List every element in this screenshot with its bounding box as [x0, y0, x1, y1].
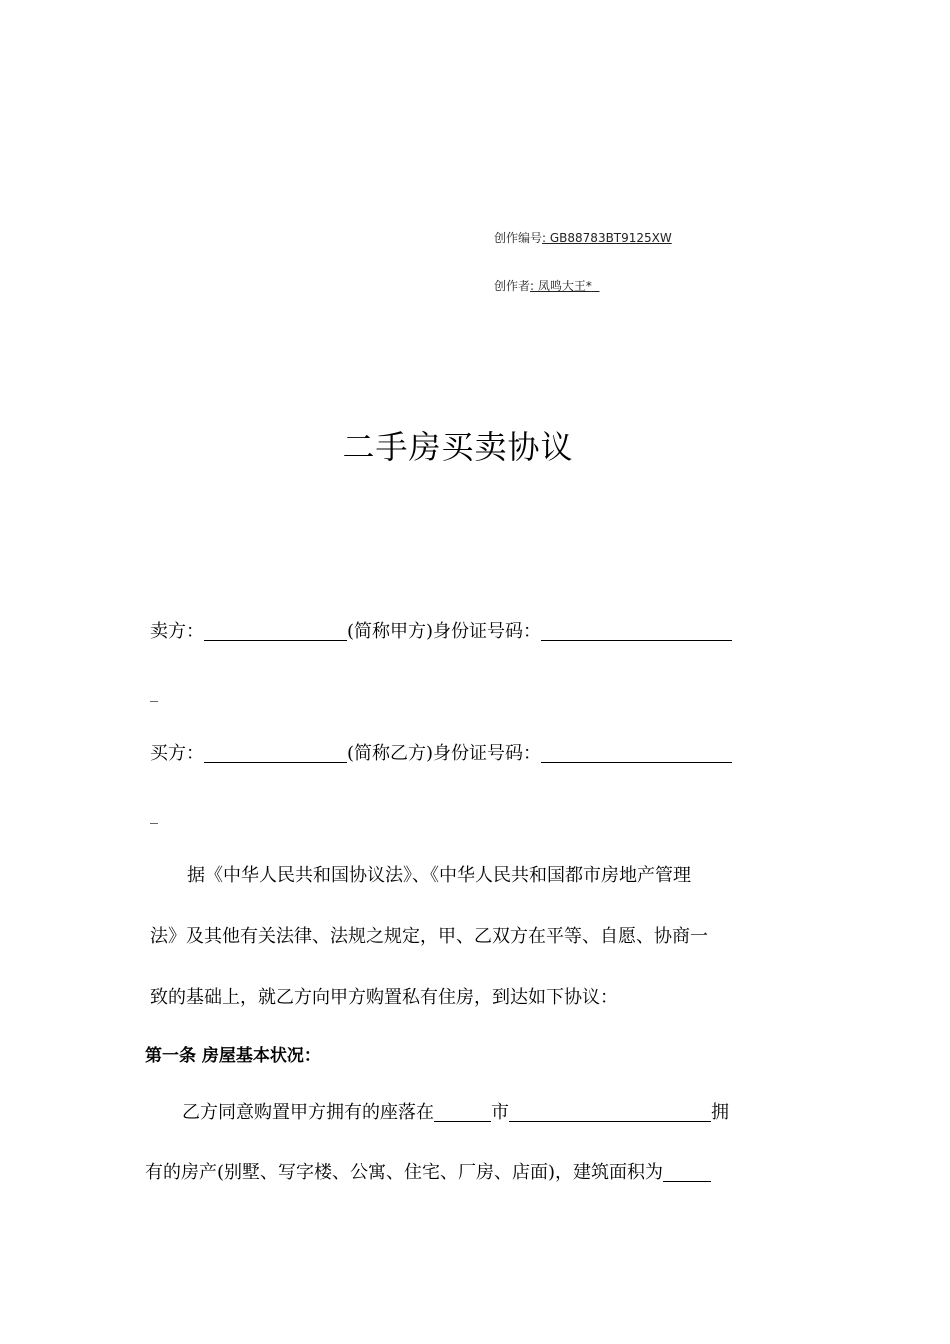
article-1-heading: 第一条 房屋基本状况：	[145, 1046, 321, 1066]
article-1-text-c: 拥	[711, 1102, 729, 1123]
preamble-line-1: 据《中华人民共和国协议法》、《中华人民共和国都市房地产管理	[187, 865, 691, 886]
article-1-line-1	[182, 1098, 729, 1124]
location-blank	[509, 1103, 711, 1122]
buyer-suffix: (简称乙方)身份证号码：	[347, 743, 542, 764]
seller-label: 卖方：	[150, 621, 204, 642]
buyer-name-blank	[204, 744, 347, 763]
author-value: : 凤鸣大王*	[530, 279, 592, 293]
seller-trailing-underscore: _	[150, 683, 158, 702]
seller-line	[150, 617, 732, 643]
city-blank	[434, 1103, 491, 1122]
buyer-id-blank	[541, 744, 732, 763]
buyer-trailing-underscore: _	[150, 805, 158, 824]
buyer-label: 买方：	[150, 743, 204, 764]
creation-code	[494, 229, 672, 246]
buyer-line	[150, 739, 732, 765]
seller-id-blank	[541, 622, 732, 641]
area-blank	[663, 1163, 711, 1182]
article-1-text-a: 乙方同意购置甲方拥有的座落在	[182, 1102, 434, 1123]
author-label: 创作者	[494, 279, 531, 293]
seller-name-blank	[204, 622, 347, 641]
preamble-line-2: 法》及其他有关法律、法规之规定，甲、乙双方在平等、自愿、协商一	[150, 926, 708, 947]
document-title: 二手房买卖协议	[342, 428, 574, 466]
creation-code-value: : GB88783BT9125XW	[542, 231, 672, 245]
preamble-line-3: 致的基础上，就乙方向甲方购置私有住房，到达如下协议：	[150, 987, 618, 1008]
author-line	[494, 277, 600, 294]
article-1-line-2	[145, 1158, 711, 1184]
article-1-text-b: 市	[491, 1102, 509, 1123]
article-1-text-d: 有的房产(别墅、写字楼、公寓、住宅、厂房、店面)，建筑面积为	[145, 1162, 664, 1183]
seller-suffix: (简称甲方)身份证号码：	[347, 621, 542, 642]
creation-code-label: 创作编号	[494, 231, 543, 245]
